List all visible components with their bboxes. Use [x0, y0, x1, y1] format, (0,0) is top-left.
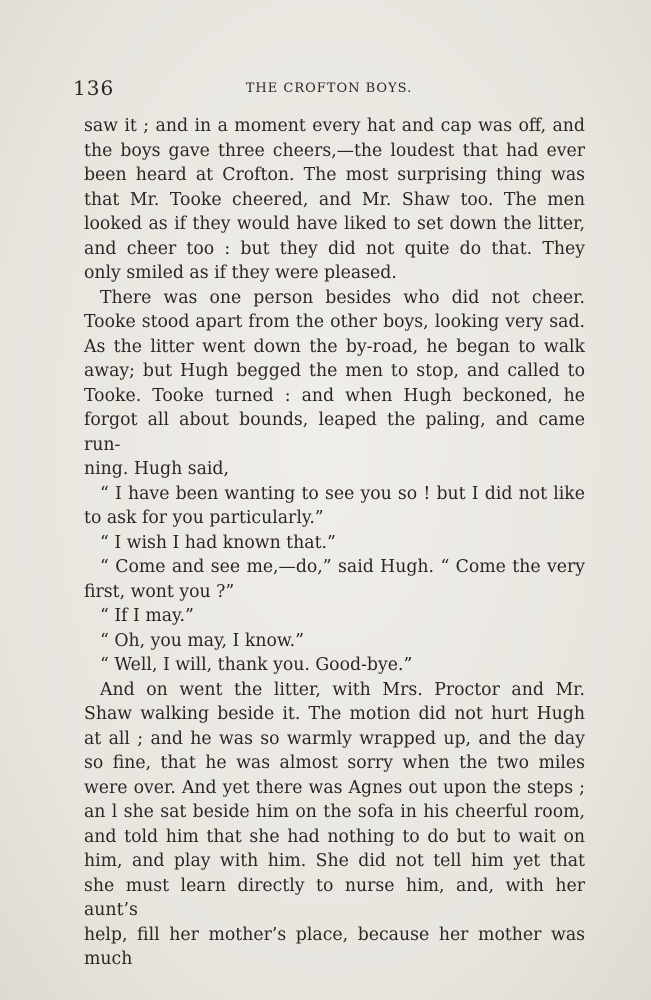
text-line: to ask for you particularly.”: [84, 508, 324, 528]
text-line: were over. And yet there was Agnes out upon the steps ;: [84, 777, 585, 798]
body-text: [84, 114, 585, 972]
page-number: 136: [73, 76, 115, 100]
text-line: an l she sat beside him on the sofa in his cheerful room,: [84, 802, 585, 822]
text-line: at all ; and he was so warmly wrapped up, and the day: [84, 728, 585, 749]
text-line: “ Oh, you may, I know.”: [100, 630, 304, 651]
page-header: [73, 76, 585, 100]
text-line: and told him that she had nothing to do but to wait on: [84, 826, 585, 847]
text-line: And on went the litter, with Mrs. Proctor and Mr.: [100, 679, 585, 700]
text-line: Tooke. Tooke turned : and when Hugh beckoned, he: [84, 385, 585, 406]
text-line: Tooke stood apart from the other boys, looking very sad.: [84, 312, 585, 332]
text-line: “ Come and see me,—do,” said Hugh. “ Come the very: [100, 557, 585, 577]
text-line: away; but Hugh begged the men to stop, and called to: [84, 361, 585, 381]
text-line: “ Well, I will, thank you. Good-bye.”: [100, 655, 413, 675]
text-line: so fine, that he was almost sorry when the two miles: [84, 753, 585, 773]
text-line: she must learn directly to nurse him, and, with her aunt’s: [84, 875, 585, 920]
text-line: him, and play with him. She did not tell him yet that: [84, 851, 585, 871]
text-line: only smiled as if they were pleased.: [84, 263, 397, 283]
text-line: saw it ; and in a moment every hat and cap was off, and: [84, 116, 585, 136]
text-line: and cheer too : but they did not quite do that. They: [84, 238, 585, 259]
text-line: help, fill her mother’s place, because her mother was much: [84, 924, 585, 969]
text-line: “ I have been wanting to see you so ! but I did not like: [100, 483, 585, 504]
text-line: As the litter went down the by-road, he began to walk: [84, 336, 585, 357]
text-line: Shaw walking beside it. The motion did not hurt Hugh: [84, 704, 585, 724]
text-line: that Mr. Tooke cheered, and Mr. Shaw too. The men: [84, 189, 585, 210]
text-line: “ I wish I had known that.”: [100, 532, 336, 553]
text-line: been heard at Crofton. The most surprising thing was: [84, 165, 585, 185]
text-line: There was one person besides who did not cheer.: [100, 287, 585, 308]
text-line: ning. Hugh said,: [84, 459, 229, 479]
text-line: forgot all about bounds, leaped the paling, and came run-: [84, 410, 585, 455]
text-line: “ If I may.”: [100, 606, 194, 626]
text-line: the boys gave three cheers,—the loudest that had ever: [84, 140, 585, 161]
text-line: looked as if they would have liked to set down the litter,: [84, 214, 585, 234]
text-line: first, wont you ?”: [84, 581, 235, 602]
running-title: THE CROFTON BOYS.: [245, 81, 413, 96]
